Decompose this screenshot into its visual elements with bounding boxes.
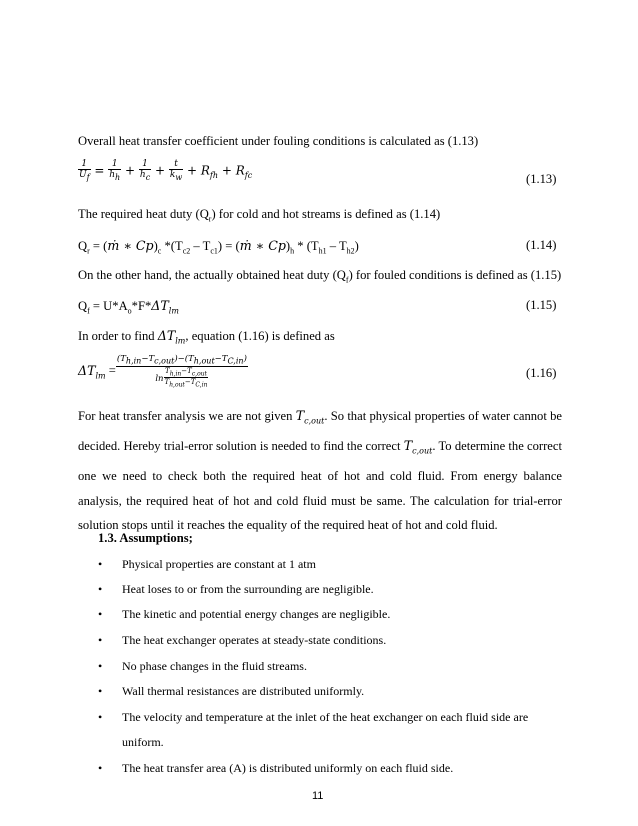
equation-number-1-14: (1.14) <box>526 238 557 252</box>
list-item-continuation: uniform. <box>122 735 164 749</box>
intro-text-4: In order to find $\Delta T_{lm}$, equation (1.16) is defined as <box>78 328 335 346</box>
bullet-icon: • <box>98 761 103 775</box>
bullet-icon: • <box>98 557 103 571</box>
eq-term-kw: $\frac{t}{k_w}$ <box>169 159 183 182</box>
intro-text-3: On the other hand, the actually obtained heat duty $(Q_f)$ for fouled conditions is defined as (1.15) <box>78 268 562 285</box>
bullet-icon: • <box>98 710 103 724</box>
bullet-icon: • <box>98 607 103 621</box>
equation-1-13: $\frac{1}{U_f}$ = $\frac{1}{h_h}$ + $\frac{1}{h_c}$ + $\frac{t}{k_w}$ + $R_{fh} + R_{fc}$ <box>79 159 253 182</box>
equation-1-14: $Q_r$ = (ṁ ∗ $Cp)_c$ $*(T_{c2} - T_{c1})$ = (ṁ ∗ $Cp)_h * (T_{h1} - T_{h2})$ <box>78 238 359 256</box>
list-item: • The heat transfer area (A) is distributed uniformly on each fluid side. <box>98 761 454 775</box>
eq-term-hc: $\frac{1}{h_c}$ <box>139 159 151 182</box>
bullet-icon: • <box>98 633 103 647</box>
equation-number-1-16: (1.16) <box>526 366 557 380</box>
intro-text-1: Overall heat transfer coefficient under fouling conditions is calculated as (1.13) <box>78 134 479 148</box>
eq-term-hh: $\frac{1}{h_h}$ <box>109 159 121 182</box>
equation-number-1-13: (1.13) <box>526 172 557 186</box>
bullet-icon: • <box>98 684 103 698</box>
bullet-icon: • <box>98 659 103 673</box>
equation-1-16: $\Delta T_{lm}$ = $(T_{h,in}-T_{c,out})-(T_{h,out}-T_{C,in})$ ln $\frac{T_{h,in}-T_{c,out}}{T_{h,out}-T_{C,in}}$ <box>78 354 247 389</box>
page-number: 11 <box>312 790 324 802</box>
list-item: • The heat exchanger operates at steady-state conditions. <box>98 633 387 647</box>
equation-number-1-15: (1.15) <box>526 298 557 312</box>
list-item: • The kinetic and potential energy changes are negligible. <box>98 607 391 621</box>
equation-1-15: $Q_f = U*A_o*F*\Delta T_{lm}$ <box>78 298 179 316</box>
list-item: • Heat loses to or from the surrounding are negligible. <box>98 582 374 596</box>
list-item: • Wall thermal resistances are distributed uniformly. <box>98 684 365 698</box>
eq-lhs-fraction: $\frac{1}{U_f}$ <box>79 159 90 182</box>
intro-text-2: The required heat duty $(Q_r)$ for cold and hot streams is defined as (1.14) <box>78 207 441 224</box>
body-paragraph: For heat transfer analysis we are not given $T_{c,out}$. So that physical properties of water cannot be decided. Hereby trial-error solution is needed to find the correct $T_{c,out}$. To determine the correct one we need to check both the required heat of hot and cold fluid. From energy balance analysis, the required heat of hot and cold fluid must be same. The calculation for trial-error solution stops until it reaches the equality of the required heat of hot and cold fluid. <box>78 408 562 533</box>
section-heading: 1.3. Assumptions; <box>98 531 193 545</box>
bullet-icon: • <box>98 582 103 596</box>
list-item: • The velocity and temperature at the inlet of the heat exchanger on each fluid side are <box>98 710 529 724</box>
list-item: • Physical properties are constant at 1 atm <box>98 557 316 571</box>
list-item: • No phase changes in the fluid streams. <box>98 659 307 673</box>
